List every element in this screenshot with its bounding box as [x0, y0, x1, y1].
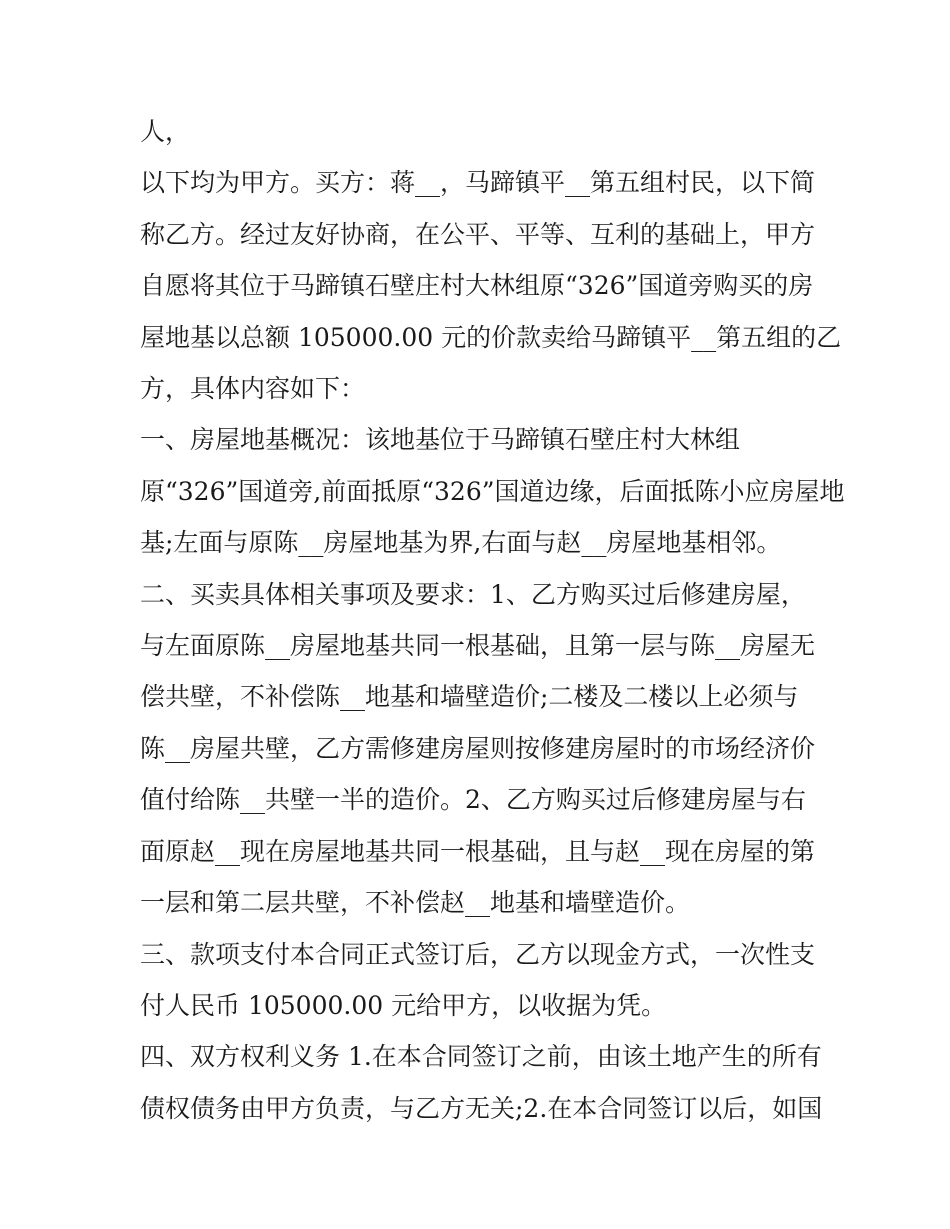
- text-line: 屋地基以总额 105000.00 元的价款卖给马蹄镇平__第五组的乙: [140, 322, 842, 352]
- text-line: 陈__房屋共壁，乙方需修建房屋则按修建房屋时的市场经济价: [140, 733, 816, 763]
- text-line: 与左面原陈__房屋地基共同一根基础，且第一层与陈__房屋无: [140, 631, 816, 661]
- text-line: 二、买卖具体相关事项及要求：1、乙方购买过后修建房屋，: [140, 579, 806, 609]
- text-line: 基;左面与原陈__房屋地基为界,右面与赵__房屋地基相邻。: [140, 528, 782, 558]
- text-line: 面原赵__现在房屋地基共同一根基础，且与赵__现在房屋的第: [140, 836, 816, 866]
- text-line: 债权债务由甲方负责，与乙方无关;2.在本合同签订以后，如国: [140, 1093, 823, 1123]
- text-line: 方，具体内容如下：: [140, 374, 366, 404]
- text-line: 偿共壁，不补偿陈__地基和墙壁造价;二楼及二楼以上必须与: [140, 682, 799, 712]
- text-line: 值付给陈__共壁一半的造价。2、乙方购买过后修建房屋与右: [140, 785, 806, 815]
- text-line: 一、房屋地基概况：该地基位于马蹄镇石壁庄村大林组: [140, 425, 741, 455]
- contract-text: [140, 106, 845, 1134]
- text-line: 人，: [140, 117, 191, 146]
- text-line: 以下均为甲方。买方：蒋__，马蹄镇平__第五组村民，以下简: [140, 168, 816, 198]
- text-line: 原“326”国道旁,前面抵原“326”国道边缘，后面抵陈小应房屋地: [140, 476, 845, 506]
- text-line: 三、款项支付本合同正式签订后，乙方以现金方式，一次性支: [140, 939, 816, 969]
- text-line: 四、双方权利义务 1.在本合同签订之前，由该土地产生的所有: [140, 1042, 822, 1072]
- text-line: 付人民币 105000.00 元给甲方，以收据为凭。: [140, 990, 667, 1020]
- text-line: 称乙方。经过友好协商，在公平、平等、互利的基础上，甲方: [140, 219, 816, 249]
- text-line: 自愿将其位于马蹄镇石壁庄村大林组原“326”国道旁购买的房: [140, 271, 814, 301]
- text-line: 一层和第二层共壁，不补偿赵__地基和墙壁造价。: [140, 888, 691, 918]
